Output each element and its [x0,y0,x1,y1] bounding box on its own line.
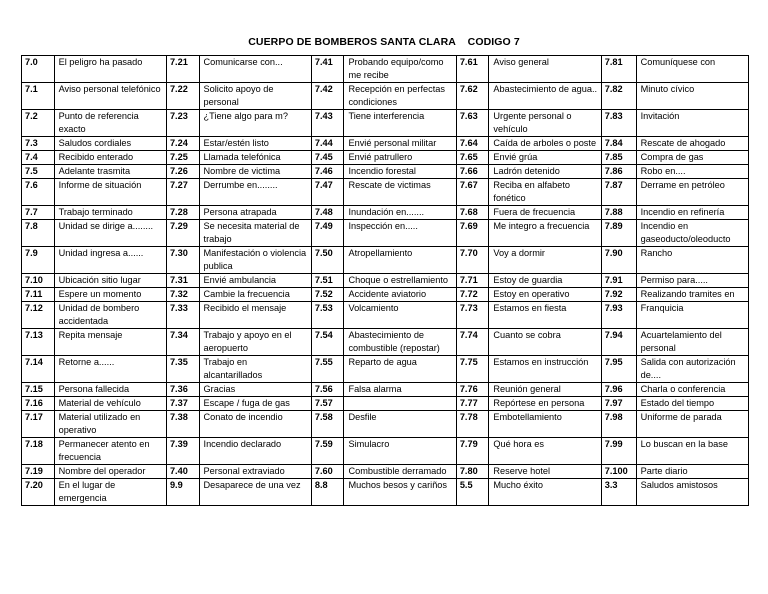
meaning-cell: Incendio en refinería [636,206,748,220]
meaning-cell: Estoy en operativo [489,288,601,302]
code-cell: 7.38 [166,411,199,438]
code-cell: 7.26 [166,165,199,179]
code-cell: 7.29 [166,220,199,247]
code-cell: 7.6 [22,179,55,206]
code-cell: 7.55 [311,356,344,383]
meaning-cell: Derrumbe en........ [199,179,311,206]
code-cell: 7.36 [166,383,199,397]
meaning-cell: Salida con autorización de.... [636,356,748,383]
meaning-cell: Parte diario [636,465,748,479]
code-cell: 7.12 [22,302,55,329]
meaning-cell: Material utilizado en operativo [54,411,166,438]
table-row [22,137,749,151]
meaning-cell: Nombre del operador [54,465,166,479]
code-cell: 7.22 [166,83,199,110]
meaning-cell: Minuto cívico [636,83,748,110]
table-row [22,274,749,288]
code-cell: 7.31 [166,274,199,288]
table-row [22,288,749,302]
meaning-cell: ¿Tiene algo para m? [199,110,311,137]
code-cell: 7.64 [456,137,489,151]
code-cell: 7.57 [311,397,344,411]
meaning-cell: Rescate de ahogado [636,137,748,151]
meaning-cell: Ladrón detenido [489,165,601,179]
code-cell: 7.60 [311,465,344,479]
code-cell: 7.18 [22,438,55,465]
code-cell: 7.35 [166,356,199,383]
meaning-cell: Cuanto se cobra [489,329,601,356]
meaning-cell: Qué hora es [489,438,601,465]
meaning-cell: Envié patrullero [344,151,456,165]
code-cell: 7.83 [601,110,636,137]
meaning-cell: Repórtese en persona [489,397,601,411]
code-cell: 7.24 [166,137,199,151]
code-cell: 7.62 [456,83,489,110]
code-cell: 7.8 [22,220,55,247]
code-cell: 7.82 [601,83,636,110]
meaning-cell: El peligro ha pasado [54,56,166,83]
code-cell: 9.9 [166,479,199,506]
code-cell: 7.7 [22,206,55,220]
code-cell: 7.43 [311,110,344,137]
code-cell: 7.0 [22,56,55,83]
meaning-cell: Reunión general [489,383,601,397]
code-cell: 7.95 [601,356,636,383]
code-cell: 7.74 [456,329,489,356]
code-cell: 7.47 [311,179,344,206]
code-cell: 7.77 [456,397,489,411]
meaning-cell: Comunicarse con... [199,56,311,83]
table-row [22,247,749,274]
meaning-cell: Recepción en perfectas condiciones [344,83,456,110]
code-cell: 7.96 [601,383,636,397]
meaning-cell [344,397,456,411]
meaning-cell: Incendio forestal [344,165,456,179]
code-cell: 7.52 [311,288,344,302]
table-row [22,356,749,383]
meaning-cell: Trabajo en alcantarillados [199,356,311,383]
code-cell: 8.8 [311,479,344,506]
code-cell: 7.68 [456,206,489,220]
meaning-cell: Mucho éxito [489,479,601,506]
code-cell: 7.4 [22,151,55,165]
code-cell: 7.78 [456,411,489,438]
meaning-cell: Realizando tramites en [636,288,748,302]
meaning-cell: Reciba en alfabeto fonético [489,179,601,206]
meaning-cell: Trabajo terminado [54,206,166,220]
meaning-cell: Simulacro [344,438,456,465]
code-cell: 7.98 [601,411,636,438]
table-row [22,110,749,137]
meaning-cell: Conato de incendio [199,411,311,438]
code-cell: 7.46 [311,165,344,179]
table-row [22,397,749,411]
code-cell: 7.17 [22,411,55,438]
code-cell: 7.9 [22,247,55,274]
meaning-cell: Informe de situación [54,179,166,206]
table-row [22,83,749,110]
code-cell: 7.5 [22,165,55,179]
meaning-cell: Choque o estrellamiento [344,274,456,288]
code-cell: 7.51 [311,274,344,288]
code-cell: 7.1 [22,83,55,110]
meaning-cell: Espere un momento [54,288,166,302]
code-cell: 7.44 [311,137,344,151]
code-cell: 7.92 [601,288,636,302]
code-cell: 7.94 [601,329,636,356]
meaning-cell: Compra de gas [636,151,748,165]
code-cell: 7.54 [311,329,344,356]
code-cell: 7.48 [311,206,344,220]
meaning-cell: Estado del tiempo [636,397,748,411]
meaning-cell: Personal extraviado [199,465,311,479]
table-row [22,411,749,438]
code-cell: 7.66 [456,165,489,179]
meaning-cell: Abastecimiento de agua.. [489,83,601,110]
meaning-cell: Envié grúa [489,151,601,165]
code-cell: 7.53 [311,302,344,329]
meaning-cell: Muchos besos y cariños [344,479,456,506]
code-cell: 7.32 [166,288,199,302]
table-row [22,479,749,506]
codes-table-body [22,56,749,506]
meaning-cell: Estoy de guardia [489,274,601,288]
code-cell: 7.37 [166,397,199,411]
meaning-cell: Tiene interferencia [344,110,456,137]
code-cell: 7.15 [22,383,55,397]
meaning-cell: Charla o conferencia [636,383,748,397]
meaning-cell: Embotellamiento [489,411,601,438]
meaning-cell: Ubicación sitio lugar [54,274,166,288]
code-cell: 7.59 [311,438,344,465]
table-row [22,438,749,465]
meaning-cell: Probando equipo/como me recibe [344,56,456,83]
meaning-cell: Accidente aviatorio [344,288,456,302]
code-cell: 7.88 [601,206,636,220]
code-cell: 7.49 [311,220,344,247]
code-cell: 7.33 [166,302,199,329]
code-cell: 7.71 [456,274,489,288]
meaning-cell: Fuera de frecuencia [489,206,601,220]
code-cell: 7.50 [311,247,344,274]
table-row [22,220,749,247]
meaning-cell: Llamada telefónica [199,151,311,165]
table-row [22,329,749,356]
meaning-cell: Desaparece de una vez [199,479,311,506]
meaning-cell: Saludos cordiales [54,137,166,151]
code-cell: 7.10 [22,274,55,288]
table-row [22,179,749,206]
meaning-cell: Persona atrapada [199,206,311,220]
meaning-cell: Adelante trasmita [54,165,166,179]
meaning-cell: Incendio en gaseoducto/oleoducto [636,220,748,247]
meaning-cell: Permanecer atento en frecuencia [54,438,166,465]
code-cell: 7.61 [456,56,489,83]
code-cell: 7.100 [601,465,636,479]
meaning-cell: Gracias [199,383,311,397]
meaning-cell: Volcamiento [344,302,456,329]
code-cell: 3.3 [601,479,636,506]
meaning-cell: Inspección en..... [344,220,456,247]
code-cell: 7.79 [456,438,489,465]
meaning-cell: Derrame en petróleo [636,179,748,206]
meaning-cell: Recibido el mensaje [199,302,311,329]
meaning-cell: Abastecimiento de combustible (repostar) [344,329,456,356]
code-cell: 7.63 [456,110,489,137]
table-row [22,465,749,479]
code-cell: 7.58 [311,411,344,438]
meaning-cell: Atropellamiento [344,247,456,274]
meaning-cell: Invitación [636,110,748,137]
code-cell: 7.30 [166,247,199,274]
code-cell: 7.65 [456,151,489,165]
code-cell: 7.87 [601,179,636,206]
code-cell: 7.3 [22,137,55,151]
code-cell: 7.2 [22,110,55,137]
meaning-cell: Persona fallecida [54,383,166,397]
code-cell: 7.72 [456,288,489,302]
code-cell: 7.93 [601,302,636,329]
meaning-cell: Repita mensaje [54,329,166,356]
code-cell: 7.11 [22,288,55,302]
table-row [22,383,749,397]
code-cell: 7.99 [601,438,636,465]
meaning-cell: Falsa alarma [344,383,456,397]
meaning-cell: Punto de referencia exacto [54,110,166,137]
code-cell: 7.21 [166,56,199,83]
meaning-cell: Me integro a frecuencia [489,220,601,247]
meaning-cell: Robo en.... [636,165,748,179]
code-cell: 7.42 [311,83,344,110]
meaning-cell: Unidad ingresa a...... [54,247,166,274]
meaning-cell: Rancho [636,247,748,274]
table-row [22,56,749,83]
code-cell: 7.75 [456,356,489,383]
code-cell: 7.16 [22,397,55,411]
meaning-cell: Comuníquese con [636,56,748,83]
code-cell: 7.41 [311,56,344,83]
meaning-cell: Caída de arboles o poste [489,137,601,151]
meaning-cell: Incendio declarado [199,438,311,465]
code-cell: 7.80 [456,465,489,479]
meaning-cell: Unidad se dirige a........ [54,220,166,247]
code-cell: 7.39 [166,438,199,465]
meaning-cell: Desfile [344,411,456,438]
meaning-cell: Aviso personal telefónico [54,83,166,110]
meaning-cell: Lo buscan en la base [636,438,748,465]
code-cell: 7.19 [22,465,55,479]
meaning-cell: Voy a dormir [489,247,601,274]
meaning-cell: Uniforme de parada [636,411,748,438]
code-cell: 7.23 [166,110,199,137]
code-cell: 7.89 [601,220,636,247]
code-cell: 7.70 [456,247,489,274]
code-cell: 7.69 [456,220,489,247]
code-cell: 7.28 [166,206,199,220]
code-cell: 7.56 [311,383,344,397]
code-cell: 5.5 [456,479,489,506]
meaning-cell: Material de vehículo [54,397,166,411]
document-title: CUERPO DE BOMBEROS SANTA CLARA CODIGO 7 [248,36,520,48]
code-cell: 7.91 [601,274,636,288]
meaning-cell: Permiso para..... [636,274,748,288]
code-cell: 7.40 [166,465,199,479]
code-cell: 7.85 [601,151,636,165]
meaning-cell: Recibido enterado [54,151,166,165]
code-cell: 7.97 [601,397,636,411]
meaning-cell: Envié personal militar [344,137,456,151]
code-cell: 7.76 [456,383,489,397]
meaning-cell: Reparto de agua [344,356,456,383]
code-cell: 7.84 [601,137,636,151]
code-cell: 7.20 [22,479,55,506]
meaning-cell: Reserve hotel [489,465,601,479]
table-row [22,206,749,220]
meaning-cell: Estamos en fiesta [489,302,601,329]
table-row [22,302,749,329]
meaning-cell: Aviso general [489,56,601,83]
meaning-cell: Retorne a...... [54,356,166,383]
meaning-cell: Saludos amistosos [636,479,748,506]
meaning-cell: Franquicia [636,302,748,329]
meaning-cell: Manifestación o violencia publica [199,247,311,274]
code-cell: 7.81 [601,56,636,83]
meaning-cell: Escape / fuga de gas [199,397,311,411]
meaning-cell: En el lugar de emergencia [54,479,166,506]
meaning-cell: Solicito apoyo de personal [199,83,311,110]
code-cell: 7.90 [601,247,636,274]
codes-table [21,55,749,506]
code-cell: 7.45 [311,151,344,165]
meaning-cell: Trabajo y apoyo en el aeropuerto [199,329,311,356]
table-row [22,151,749,165]
code-cell: 7.34 [166,329,199,356]
meaning-cell: Estar/estén listo [199,137,311,151]
code-cell: 7.67 [456,179,489,206]
meaning-cell: Unidad de bombero accidentada [54,302,166,329]
meaning-cell: Urgente personal o vehículo [489,110,601,137]
meaning-cell: Estamos en instrucción [489,356,601,383]
table-row [22,165,749,179]
code-cell: 7.73 [456,302,489,329]
meaning-cell: Rescate de victimas [344,179,456,206]
code-cell: 7.14 [22,356,55,383]
meaning-cell: Nombre de victima [199,165,311,179]
meaning-cell: Cambie la frecuencia [199,288,311,302]
code-cell: 7.27 [166,179,199,206]
code-cell: 7.25 [166,151,199,165]
meaning-cell: Envié ambulancia [199,274,311,288]
meaning-cell: Combustible derramado [344,465,456,479]
code-cell: 7.13 [22,329,55,356]
meaning-cell: Se necesita material de trabajo [199,220,311,247]
meaning-cell: Acuartelamiento del personal [636,329,748,356]
meaning-cell: Inundación en....... [344,206,456,220]
code-cell: 7.86 [601,165,636,179]
